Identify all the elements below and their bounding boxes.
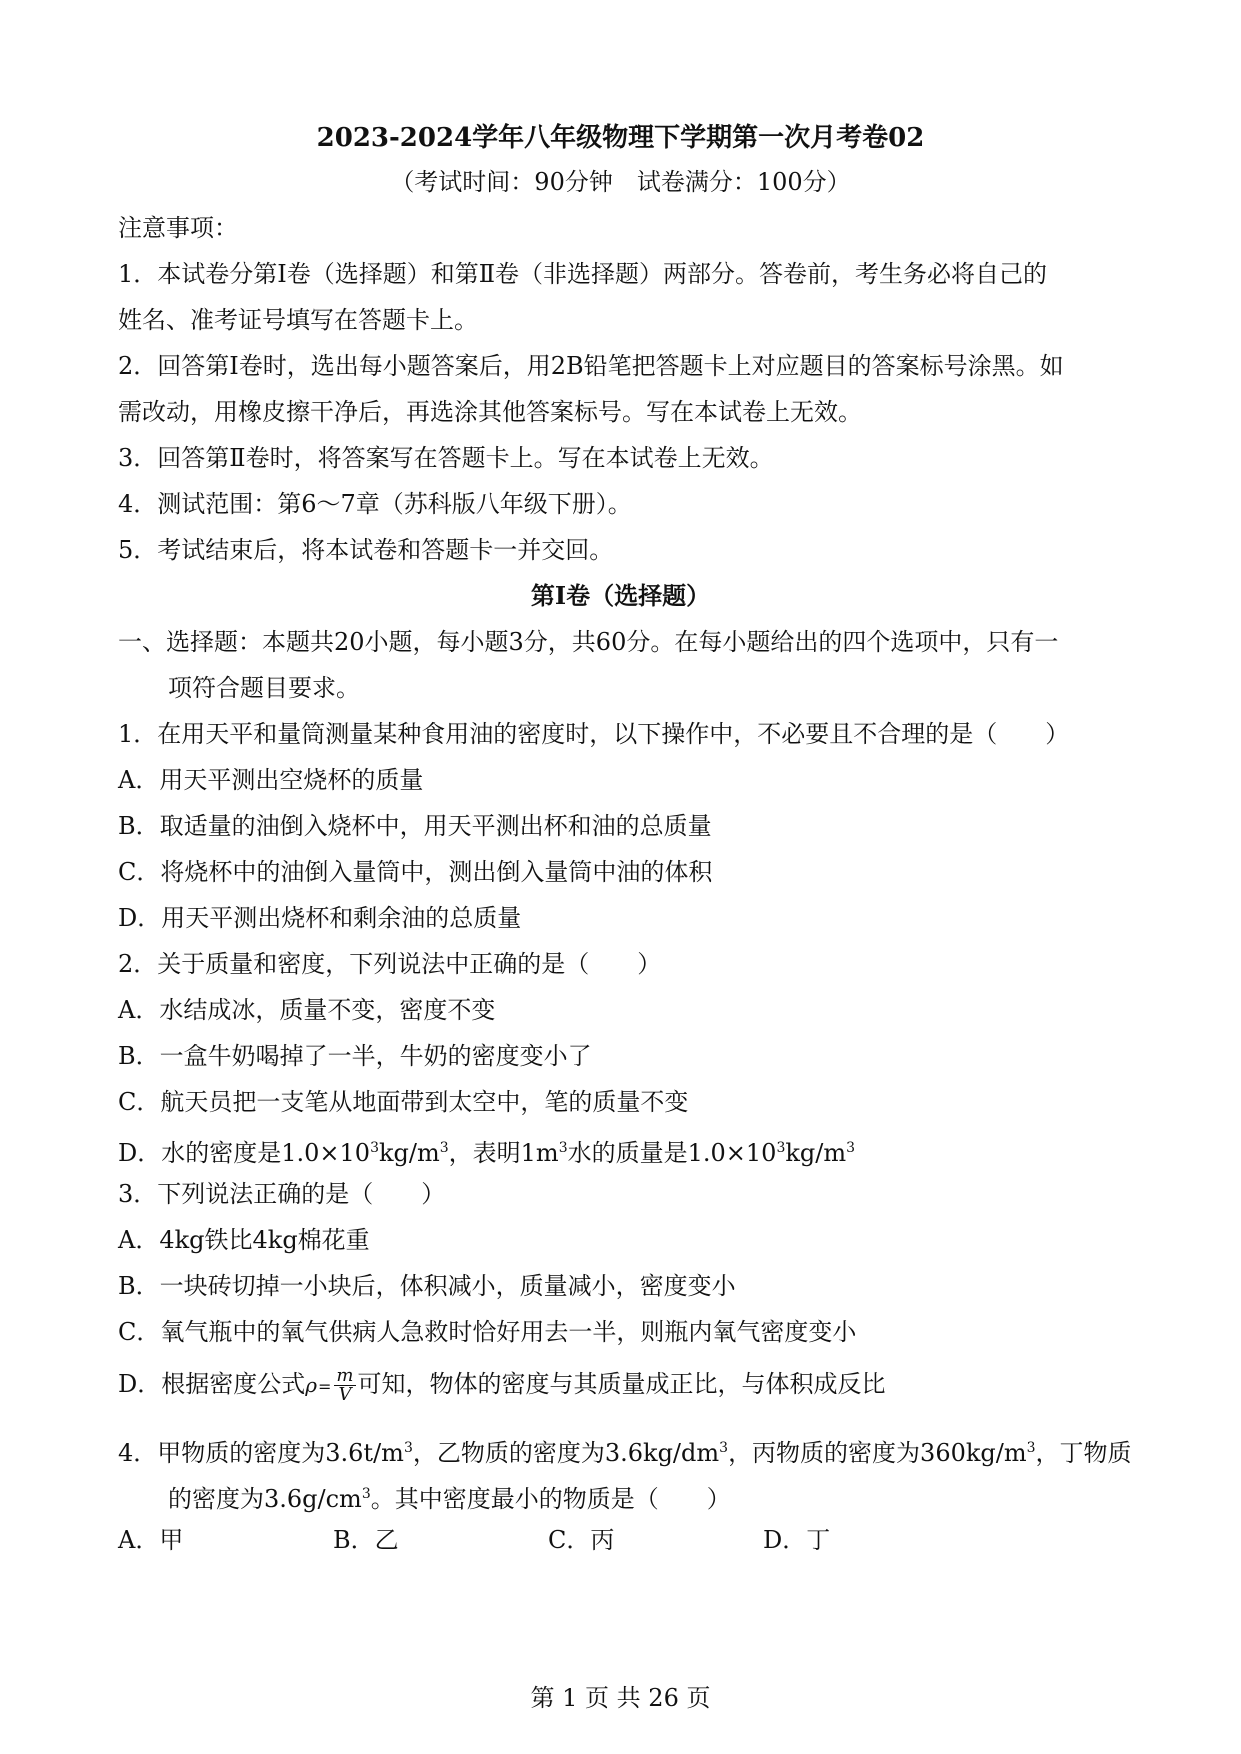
question-1-stem: 1．在用天平和量筒测量某种食用油的密度时，以下操作中，不必要且不合理的是（ ） (118, 720, 1070, 748)
q4-sup-4: 3 (361, 1486, 371, 1502)
q2d-sup-2: 3 (439, 1140, 449, 1156)
notes-heading: 注意事项： (118, 214, 238, 242)
question-3-option-c: C．氧气瓶中的氧气供病人急救时恰好用去一半，则瓶内氧气密度变小 (118, 1318, 857, 1346)
q2d-sup-1: 3 (370, 1140, 379, 1156)
q3d-prefix: D．根据密度公式 (118, 1370, 306, 1398)
question-1-option-c: C．将烧杯中的油倒入量筒中，测出倒入量筒中油的体积 (118, 858, 713, 886)
question-4-option-d: D．丁 (763, 1526, 831, 1554)
q4-text-6: 。其中密度最小的物质是（ ） (370, 1485, 731, 1513)
note-2-line-2: 需改动，用橡皮擦干净后，再选涂其他答案标号。写在本试卷上无效。 (118, 398, 862, 426)
question-2-option-a: A．水结成冰，质量不变，密度不变 (118, 996, 496, 1024)
equals-sign: = (318, 1377, 332, 1396)
q4-text-4: ，丁物质 (1035, 1439, 1132, 1467)
question-4-option-b: B．乙 (333, 1526, 399, 1554)
q2d-sup-3: 3 (558, 1140, 568, 1156)
note-5: 5．考试结束后，将本试卷和答题卡一并交回。 (118, 536, 614, 564)
question-4-option-c: C．丙 (548, 1526, 615, 1554)
section-1-title: 第Ⅰ卷（选择题） (530, 581, 711, 610)
q2d-sup-4: 3 (776, 1140, 786, 1156)
question-2-option-b: B．一盒牛奶喝掉了一半，牛奶的密度变小了 (118, 1042, 592, 1070)
q4-text-2: ，乙物质的密度为3.6kg/dm (412, 1439, 720, 1467)
q2d-text-1: D．水的密度是1.0×10 (118, 1139, 371, 1167)
q4-sup-3: 3 (1026, 1440, 1036, 1456)
q4-sup-1: 3 (403, 1440, 413, 1456)
q4-text-3: ，丙物质的密度为360kg/m (728, 1439, 1027, 1467)
question-3-option-d (118, 1366, 1123, 1405)
q4-text-1: 4．甲物质的密度为3.6t/m (118, 1439, 404, 1467)
fraction-numerator: m (336, 1365, 354, 1386)
note-1-line-2: 姓名、准考证号填写在答题卡上。 (118, 306, 478, 334)
question-1-option-d: D．用天平测出烧杯和剩余油的总质量 (118, 904, 522, 932)
exam-title: 2023-2024学年八年级物理下学期第一次月考卷02 (316, 123, 925, 153)
question-3-stem: 3．下列说法正确的是（ ） (118, 1180, 446, 1208)
question-2-option-c: C．航天员把一支笔从地面带到太空中，笔的质量不变 (118, 1088, 689, 1116)
question-2-option-d (118, 1130, 1123, 1171)
exam-subtitle: （考试时间：90分钟 试卷满分：100分） (390, 168, 851, 196)
question-3-option-b: B．一块砖切掉一小块后，体积减小，质量减小，密度变小 (118, 1272, 736, 1300)
q2d-text-5: kg/m (785, 1139, 847, 1167)
question-1-option-a: A．用天平测出空烧杯的质量 (118, 766, 424, 794)
note-2-line-1: 2．回答第Ⅰ卷时，选出每小题答案后，用2B铅笔把答题卡上对应题目的答案标号涂黑。如 (118, 352, 1064, 380)
question-2-stem: 2．关于质量和密度，下列说法中正确的是（ ） (118, 950, 662, 978)
section-1-instruction: 一、选择题：本题共20小题，每小题3分，共60分。在每小题给出的四个选项中，只有一 (118, 628, 1059, 656)
question-4-stem-cont (168, 1476, 1123, 1517)
section-1-instruction-cont: 项符合题目要求。 (168, 674, 360, 702)
q3d-suffix: 可知，物体的密度与其质量成正比，与体积成反比 (357, 1370, 886, 1398)
question-3-option-a: A．4kg铁比4kg棉花重 (118, 1226, 370, 1254)
question-4-stem (118, 1430, 1132, 1471)
q2d-sup-5: 3 (846, 1140, 856, 1156)
question-1-option-b: B．取适量的油倒入烧杯中，用天平测出杯和油的总质量 (118, 812, 712, 840)
q2d-text-3: ，表明1m (448, 1139, 559, 1167)
q4-sup-2: 3 (719, 1440, 729, 1456)
q2d-text-2: kg/m (378, 1139, 440, 1167)
fraction-denominator: V (338, 1384, 352, 1405)
note-1-line-1: 1．本试卷分第Ⅰ卷（选择题）和第Ⅱ卷（非选择题）两部分。答卷前，考生务必将自己的 (118, 260, 1048, 288)
page-footer: 第 1 页 共 26 页 (530, 1684, 711, 1712)
q2d-text-4: 水的质量是1.0×10 (567, 1139, 777, 1167)
note-3: 3．回答第Ⅱ卷时，将答案写在答题卡上。写在本试卷上无效。 (118, 444, 774, 472)
density-symbol: ρ (305, 1373, 318, 1397)
density-fraction (334, 1367, 355, 1404)
q4-text-5: 的密度为3.6g/cm (168, 1485, 362, 1513)
note-4: 4．测试范围：第6～7章（苏科版八年级下册）。 (118, 490, 632, 518)
question-4-option-a: A．甲 (118, 1526, 184, 1554)
